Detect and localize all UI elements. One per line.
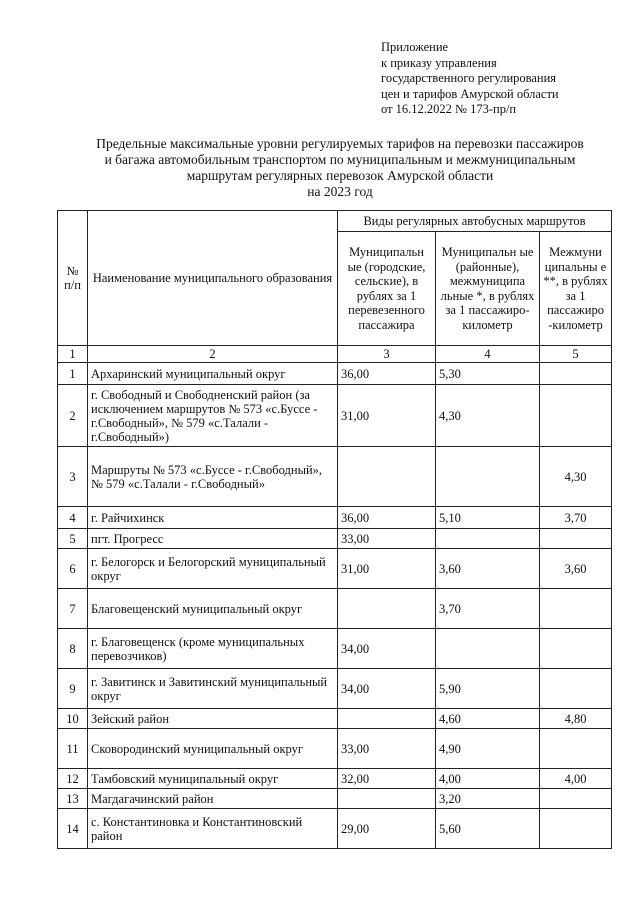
- tariff-per-passenger-km: [436, 629, 540, 669]
- tariff-intermunicipal: [540, 363, 612, 385]
- tariff-per-passenger: 31,00: [338, 549, 436, 589]
- municipality-name: г. Завитинск и Завитинский муниципальный округ: [88, 669, 338, 709]
- tariff-per-passenger: 32,00: [338, 769, 436, 789]
- tariff-intermunicipal: [540, 529, 612, 549]
- row-number: 8: [58, 629, 88, 669]
- appendix-line: государственного регулирования: [381, 71, 557, 85]
- header-col3: Муниципальн ые (городские, сельские), в рублях за 1 перевезенного пассажира: [338, 232, 436, 346]
- table-row: [58, 789, 612, 809]
- municipality-name: г. Свободный и Свободненский район (за исключением маршрутов № 573 «с.Буссе - г.Свободный», № 579 «с.Талали - г.Свободный»): [88, 385, 338, 447]
- appendix-block: [381, 40, 559, 118]
- tariff-intermunicipal: 3,60: [540, 549, 612, 589]
- appendix-line: к приказу управления: [381, 55, 497, 70]
- tariff-table: [57, 210, 612, 849]
- municipality-name: г. Белогорск и Белогорский муниципальный округ: [88, 549, 338, 589]
- table-row: [58, 363, 612, 385]
- tariff-per-passenger-km: 3,60: [436, 549, 540, 589]
- appendix-line: от 16.12.2022 № 173-пр/п: [381, 102, 517, 116]
- index-cell: 4: [436, 346, 540, 363]
- municipality-name: пгт. Прогресс: [88, 529, 338, 549]
- municipality-name: с. Константиновка и Константиновский район: [88, 809, 338, 849]
- index-cell: 1: [58, 346, 88, 363]
- municipality-name: г. Райчихинск: [88, 507, 338, 529]
- table-row: [58, 629, 612, 669]
- row-number: 10: [58, 709, 88, 729]
- index-cell: 5: [540, 346, 612, 363]
- tariff-intermunicipal: [540, 669, 612, 709]
- table-row: [58, 709, 612, 729]
- row-number: 5: [58, 529, 88, 549]
- tariff-intermunicipal: 3,70: [540, 507, 612, 529]
- tariff-per-passenger-km: 3,20: [436, 789, 540, 809]
- row-number: 2: [58, 385, 88, 447]
- tariff-per-passenger-km: [436, 447, 540, 507]
- table-row: [58, 769, 612, 789]
- municipality-name: Архаринский муниципальный округ: [88, 363, 338, 385]
- tariff-per-passenger: 33,00: [338, 729, 436, 769]
- tariff-intermunicipal: [540, 629, 612, 669]
- appendix-line: цен и тарифов Амурской области: [381, 86, 559, 101]
- tariff-per-passenger-km: 4,00: [436, 769, 540, 789]
- tariff-intermunicipal: [540, 729, 612, 769]
- index-cell: 2: [88, 346, 338, 363]
- row-number: 3: [58, 447, 88, 507]
- table-row: [58, 809, 612, 849]
- row-number: 1: [58, 363, 88, 385]
- header-route-types: Виды регулярных автобусных маршрутов: [338, 211, 612, 232]
- municipality-name: Зейский район: [88, 709, 338, 729]
- municipality-name: Сковородинский муниципальный округ: [88, 729, 338, 769]
- header-name: Наименование муниципального образования: [88, 211, 338, 346]
- tariff-per-passenger: 36,00: [338, 507, 436, 529]
- title-line: и багажа автомобильным транспортом по муниципальным и межмуниципальным: [104, 152, 576, 167]
- tariff-per-passenger: 33,00: [338, 529, 436, 549]
- tariff-per-passenger: 34,00: [338, 669, 436, 709]
- row-number: 4: [58, 507, 88, 529]
- table-row: [58, 507, 612, 529]
- tariff-per-passenger: 29,00: [338, 809, 436, 849]
- tariff-per-passenger-km: 5,30: [436, 363, 540, 385]
- tariff-per-passenger: 31,00: [338, 385, 436, 447]
- tariff-per-passenger-km: 5,60: [436, 809, 540, 849]
- row-number: 13: [58, 789, 88, 809]
- tariff-per-passenger: [338, 709, 436, 729]
- title-line: на 2023 год: [307, 184, 373, 199]
- tariff-intermunicipal: 4,30: [540, 447, 612, 507]
- tariff-intermunicipal: 4,80: [540, 709, 612, 729]
- tariff-per-passenger-km: 5,10: [436, 507, 540, 529]
- municipality-name: Тамбовский муниципальный округ: [88, 769, 338, 789]
- tariff-per-passenger-km: 4,60: [436, 709, 540, 729]
- table-row: [58, 669, 612, 709]
- title-line: маршрутам регулярных перевозок Амурской области: [186, 168, 494, 183]
- header-number: № п/п: [58, 211, 88, 346]
- tariff-per-passenger: [338, 447, 436, 507]
- table-row: [58, 729, 612, 769]
- document-title: [40, 136, 640, 200]
- title-line: Предельные максимальные уровни регулируемых тарифов на перевозки пассажиров: [96, 136, 584, 151]
- tariff-intermunicipal: [540, 589, 612, 629]
- row-number: 6: [58, 549, 88, 589]
- tariff-intermunicipal: [540, 789, 612, 809]
- index-cell: 3: [338, 346, 436, 363]
- municipality-name: г. Благовещенск (кроме муниципальных перевозчиков): [88, 629, 338, 669]
- tariff-per-passenger-km: 4,30: [436, 385, 540, 447]
- table-row: [58, 447, 612, 507]
- row-number: 12: [58, 769, 88, 789]
- row-number: 7: [58, 589, 88, 629]
- tariff-per-passenger: [338, 789, 436, 809]
- table-row: [58, 549, 612, 589]
- row-number: 14: [58, 809, 88, 849]
- tariff-per-passenger-km: 5,90: [436, 669, 540, 709]
- tariff-intermunicipal: [540, 385, 612, 447]
- table-row: [58, 589, 612, 629]
- tariff-intermunicipal: 4,00: [540, 769, 612, 789]
- tariff-per-passenger-km: 3,70: [436, 589, 540, 629]
- tariff-per-passenger-km: [436, 529, 540, 549]
- row-number: 9: [58, 669, 88, 709]
- tariff-per-passenger: 36,00: [338, 363, 436, 385]
- tariff-intermunicipal: [540, 809, 612, 849]
- tariff-per-passenger: [338, 589, 436, 629]
- column-index-row: [58, 346, 612, 363]
- header-col4: Муниципальн ые (районные), межмуниципа льные *, в рублях за 1 пассажиро-километр: [436, 232, 540, 346]
- row-number: 11: [58, 729, 88, 769]
- municipality-name: Маршруты № 573 «с.Буссе - г.Свободный», № 579 «с.Талали - г.Свободный»: [88, 447, 338, 507]
- municipality-name: Благовещенский муниципальный округ: [88, 589, 338, 629]
- table-row: [58, 385, 612, 447]
- table-row: [58, 529, 612, 549]
- header-col5: Межмуни ципальны е **, в рублях за 1 пассажиро -километр: [540, 232, 612, 346]
- municipality-name: Магдагачинский район: [88, 789, 338, 809]
- tariff-per-passenger: 34,00: [338, 629, 436, 669]
- appendix-line: Приложение: [381, 40, 449, 54]
- tariff-per-passenger-km: 4,90: [436, 729, 540, 769]
